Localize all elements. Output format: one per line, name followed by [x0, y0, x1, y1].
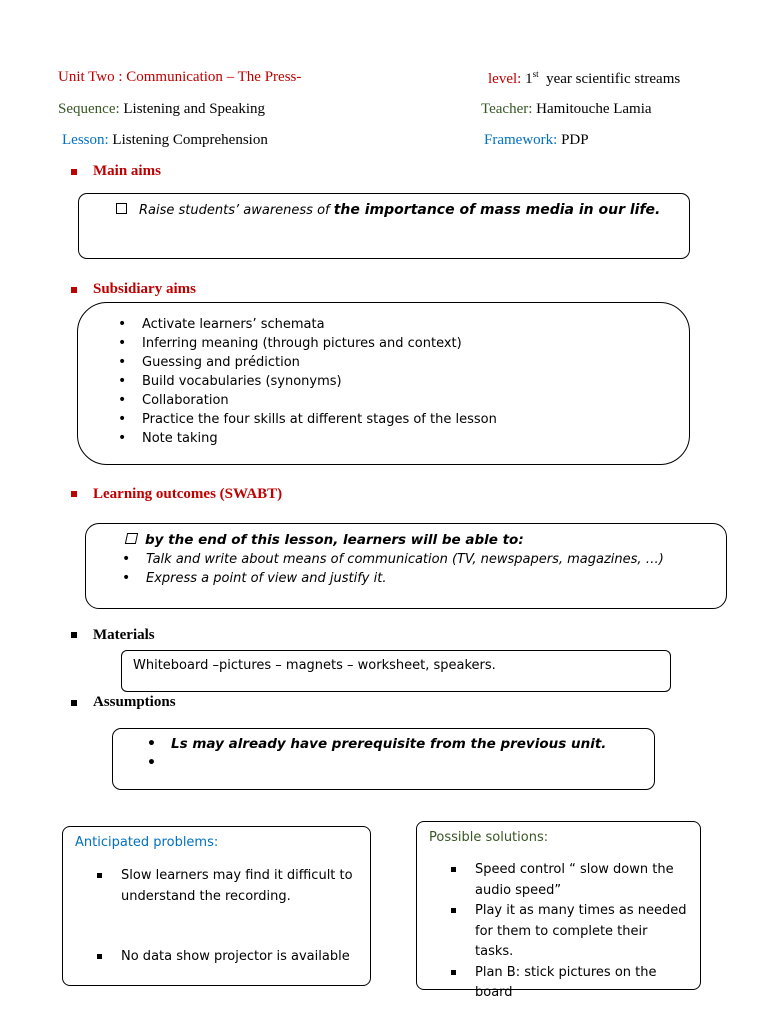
level-line [488, 69, 680, 88]
learning-outcomes-title: Learning outcomes (SWABT) [93, 486, 283, 502]
teacher-value: Hamitouche Lamia [536, 101, 652, 117]
possible-solutions-title: Possible solutions: [429, 830, 549, 845]
level-sup: st [532, 69, 539, 79]
main-aims-text [116, 202, 660, 218]
lesson-label: Lesson: [62, 132, 109, 148]
list-item: • Build vocabularies (synonyms) [118, 372, 497, 391]
level-label: level: [488, 71, 522, 87]
subsidiary-aims-title: Subsidiary aims [93, 281, 196, 297]
materials-box [121, 650, 671, 692]
anticipated-problems-title: Anticipated problems: [75, 835, 219, 850]
main-aims-box [78, 193, 690, 259]
list-item: Play it as many times as needed for them to complete their tasks. [449, 901, 689, 963]
list-item: Plan B: stick pictures on the board [449, 963, 689, 1004]
checkbox-icon [116, 203, 127, 214]
list-item: • Practice the four skills at different stages of the lesson [118, 410, 497, 429]
sequence-label: Sequence: [58, 101, 120, 117]
list-item: • Talk and write about means of communication (TV, newspapers, magazines, …) [122, 550, 664, 569]
learning-outcomes-list [122, 550, 664, 588]
list-item: • Ls may already have prerequisite from the previous unit. [147, 735, 606, 754]
assumptions-title: Assumptions [93, 694, 176, 710]
assumptions-box [112, 728, 655, 790]
assumptions-list [147, 735, 606, 754]
main-aims-title: Main aims [93, 163, 161, 179]
main-aims-bold: the importance of mass media in our life. [333, 202, 661, 218]
lesson-value: Listening Comprehension [112, 132, 268, 148]
list-item: Speed control “ slow down the audio speed” [449, 860, 689, 901]
materials-title: Materials [93, 627, 155, 643]
subsidiary-aims-list [118, 315, 497, 448]
section-bullet [71, 169, 77, 175]
section-bullet [71, 491, 77, 497]
anticipated-problems-box [62, 826, 371, 986]
framework-label: Framework: [484, 132, 558, 148]
learning-outcomes-box [85, 523, 727, 609]
learning-outcomes-intro-text: by the end of this lesson, learners will be able to: [145, 532, 524, 548]
checkbox-icon [125, 533, 138, 544]
list-item: • Activate learners’ schemata [118, 315, 497, 334]
possible-solutions-box [416, 821, 701, 1000]
framework-line [484, 132, 589, 149]
lesson-line [62, 132, 268, 149]
list-item: • Guessing and prédiction [118, 353, 497, 372]
main-aims-italic: Raise students’ awareness of [139, 203, 334, 218]
list-item: • Express a point of view and justify it. [122, 569, 664, 588]
list-item: No data show projector is available [95, 947, 363, 968]
list-item: • Collaboration [118, 391, 497, 410]
sequence-line [58, 101, 265, 118]
possible-solutions-list [449, 860, 689, 1004]
section-bullet [71, 287, 77, 293]
subsidiary-aims-box [77, 302, 690, 465]
list-item: Slow learners may find it difficult to understand the recording. [95, 866, 363, 907]
list-item: • Note taking [118, 429, 497, 448]
materials-text: Whiteboard –pictures – magnets – worksheet, speakers. [133, 658, 496, 673]
teacher-line [481, 101, 652, 118]
anticipated-problems-list [95, 866, 363, 968]
teacher-label: Teacher: [481, 101, 533, 117]
sequence-value: Listening and Speaking [123, 101, 266, 117]
section-bullet [71, 700, 77, 706]
learning-outcomes-intro [126, 532, 524, 548]
list-item: • Inferring meaning (through pictures and context) [118, 334, 497, 353]
level-number: 1 [525, 71, 533, 87]
framework-value: PDP [561, 132, 589, 148]
unit-title: Unit Two : Communication – The Press- [58, 69, 302, 85]
level-value: year scientific streams [546, 71, 681, 87]
section-bullet [71, 632, 77, 638]
